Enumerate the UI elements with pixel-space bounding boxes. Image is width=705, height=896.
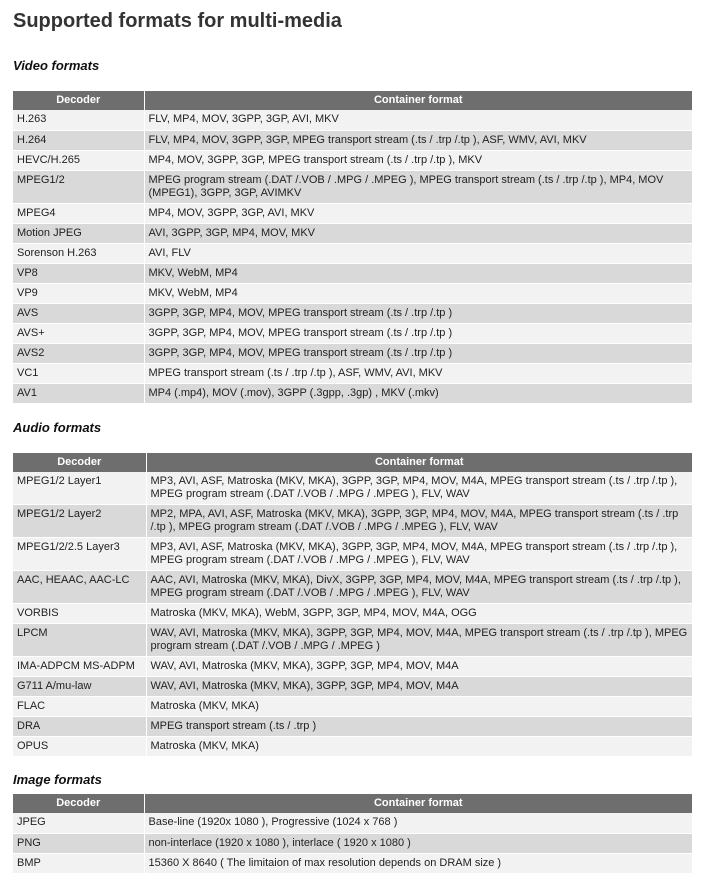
audio-formats-table: [13, 453, 692, 757]
table-row: [13, 203, 692, 223]
container-format-cell: 3GPP, 3GP, MP4, MOV, MPEG transport stream (.ts / .trp /.tp ): [144, 323, 692, 343]
container-format-cell: MP3, AVI, ASF, Matroska (MKV, MKA), 3GPP, 3GP, MP4, MOV, M4A, MPEG transport stream (.ts / .trp /.tp ), MPEG program stream (.DAT /.VOB / .MPG / .MPEG ), FLV, WAV: [146, 472, 692, 505]
decoder-cell: DRA: [13, 717, 146, 737]
container-format-cell: Matroska (MKV, MKA): [146, 737, 692, 757]
page-title: Supported formats for multi-media: [13, 10, 342, 32]
container-column-header: Container format: [144, 794, 692, 813]
image-formats-table: [13, 794, 692, 874]
decoder-cell: JPEG: [13, 813, 144, 833]
decoder-cell: Sorenson H.263: [13, 243, 144, 263]
decoder-cell: AAC, HEAAC, AAC-LC: [13, 571, 146, 604]
decoder-cell: MPEG4: [13, 203, 144, 223]
decoder-cell: FLAC: [13, 697, 146, 717]
decoder-cell: MPEG1/2 Layer1: [13, 472, 146, 505]
decoder-cell: PNG: [13, 833, 144, 853]
table-row: [13, 538, 692, 571]
container-format-cell: WAV, AVI, Matroska (MKV, MKA), 3GPP, 3GP, MP4, MOV, M4A: [146, 677, 692, 697]
decoder-cell: H.263: [13, 110, 144, 130]
container-format-cell: 15360 X 8640 ( The limitaion of max resolution depends on DRAM size ): [144, 853, 692, 873]
table-row: [13, 677, 692, 697]
container-format-cell: Matroska (MKV, MKA), WebM, 3GPP, 3GP, MP4, MOV, M4A, OGG: [146, 604, 692, 624]
image-table-body: [13, 813, 692, 873]
table-row: [13, 604, 692, 624]
table-row: [13, 657, 692, 677]
container-format-cell: MKV, WebM, MP4: [144, 263, 692, 283]
table-row: [13, 697, 692, 717]
decoder-cell: VORBIS: [13, 604, 146, 624]
container-format-cell: non-interlace (1920 x 1080 ), interlace ( 1920 x 1080 ): [144, 833, 692, 853]
container-format-cell: AVI, 3GPP, 3GP, MP4, MOV, MKV: [144, 223, 692, 243]
decoder-cell: BMP: [13, 853, 144, 873]
container-format-cell: MP4, MOV, 3GPP, 3GP, AVI, MKV: [144, 203, 692, 223]
container-format-cell: FLV, MP4, MOV, 3GPP, 3GP, AVI, MKV: [144, 110, 692, 130]
image-formats-heading: Image formats: [13, 772, 102, 787]
container-format-cell: MPEG transport stream (.ts / .trp /.tp ), ASF, WMV, AVI, MKV: [144, 363, 692, 383]
decoder-cell: IMA-ADPCM MS-ADPM: [13, 657, 146, 677]
decoder-column-header: Decoder: [13, 91, 144, 110]
container-format-cell: Matroska (MKV, MKA): [146, 697, 692, 717]
table-row: [13, 383, 692, 403]
container-format-cell: 3GPP, 3GP, MP4, MOV, MPEG transport stream (.ts / .trp /.tp ): [144, 343, 692, 363]
table-row: [13, 223, 692, 243]
decoder-cell: OPUS: [13, 737, 146, 757]
container-format-cell: MPEG program stream (.DAT /.VOB / .MPG / .MPEG ), MPEG transport stream (.ts / .trp /.tp ), MP4, MOV (MPEG1), 3GPP, 3GP, AVIMKV: [144, 170, 692, 203]
table-row: [13, 343, 692, 363]
container-column-header: Container format: [144, 91, 692, 110]
container-column-header: Container format: [146, 453, 692, 472]
container-format-cell: FLV, MP4, MOV, 3GPP, 3GP, MPEG transport stream (.ts / .trp /.tp ), ASF, WMV, AVI, MKV: [144, 130, 692, 150]
table-row: [13, 110, 692, 130]
table-row: [13, 833, 692, 853]
table-row: [13, 150, 692, 170]
decoder-cell: VC1: [13, 363, 144, 383]
decoder-cell: G711 A/mu-law: [13, 677, 146, 697]
decoder-cell: H.264: [13, 130, 144, 150]
decoder-cell: Motion JPEG: [13, 223, 144, 243]
decoder-cell: MPEG1/2: [13, 170, 144, 203]
table-row: [13, 624, 692, 657]
table-row: [13, 737, 692, 757]
container-format-cell: 3GPP, 3GP, MP4, MOV, MPEG transport stream (.ts / .trp /.tp ): [144, 303, 692, 323]
decoder-cell: AVS+: [13, 323, 144, 343]
container-format-cell: AAC, AVI, Matroska (MKV, MKA), DivX, 3GPP, 3GP, MP4, MOV, M4A, MPEG transport stream (.ts / .trp /.tp ), MPEG program stream (.DAT /.VOB / .MPG / .MPEG ), FLV, WAV: [146, 571, 692, 604]
table-row: [13, 130, 692, 150]
container-format-cell: MP4, MOV, 3GPP, 3GP, MPEG transport stream (.ts / .trp /.tp ), MKV: [144, 150, 692, 170]
table-header-row: [13, 794, 692, 813]
video-formats-table: [13, 91, 692, 404]
container-format-cell: Base-line (1920x 1080 ), Progressive (1024 x 768 ): [144, 813, 692, 833]
table-row: [13, 505, 692, 538]
table-row: [13, 243, 692, 263]
container-format-cell: MP3, AVI, ASF, Matroska (MKV, MKA), 3GPP, 3GP, MP4, MOV, M4A, MPEG transport stream (.ts / .trp /.tp ), MPEG program stream (.DAT /.VOB / .MPG / .MPEG ), FLV, WAV: [146, 538, 692, 571]
decoder-cell: MPEG1/2 Layer2: [13, 505, 146, 538]
decoder-cell: AVS2: [13, 343, 144, 363]
table-header-row: [13, 91, 692, 110]
container-format-cell: MPEG transport stream (.ts / .trp ): [146, 717, 692, 737]
decoder-column-header: Decoder: [13, 794, 144, 813]
table-row: [13, 717, 692, 737]
table-row: [13, 170, 692, 203]
decoder-cell: LPCM: [13, 624, 146, 657]
table-row: [13, 853, 692, 873]
container-format-cell: WAV, AVI, Matroska (MKV, MKA), 3GPP, 3GP, MP4, MOV, M4A, MPEG transport stream (.ts / .trp /.tp ), MPEG program stream (.DAT /.VOB / .MPG / .MPEG ): [146, 624, 692, 657]
decoder-column-header: Decoder: [13, 453, 146, 472]
table-row: [13, 813, 692, 833]
container-format-cell: MP2, MPA, AVI, ASF, Matroska (MKV, MKA), 3GPP, 3GP, MP4, MOV, M4A, MPEG transport stream (.ts / .trp /.tp ), MPEG program stream (.DAT /.VOB / .MPG / .MPEG ), FLV, WAV: [146, 505, 692, 538]
container-format-cell: WAV, AVI, Matroska (MKV, MKA), 3GPP, 3GP, MP4, MOV, M4A: [146, 657, 692, 677]
table-row: [13, 303, 692, 323]
decoder-cell: AVS: [13, 303, 144, 323]
table-row: [13, 263, 692, 283]
decoder-cell: AV1: [13, 383, 144, 403]
container-format-cell: AVI, FLV: [144, 243, 692, 263]
table-row: [13, 283, 692, 303]
decoder-cell: HEVC/H.265: [13, 150, 144, 170]
decoder-cell: VP8: [13, 263, 144, 283]
audio-table-body: [13, 472, 692, 757]
table-row: [13, 363, 692, 383]
table-row: [13, 323, 692, 343]
decoder-cell: VP9: [13, 283, 144, 303]
table-header-row: [13, 453, 692, 472]
container-format-cell: MP4 (.mp4), MOV (.mov), 3GPP (.3gpp, .3gp) , MKV (.mkv): [144, 383, 692, 403]
video-table-body: [13, 110, 692, 403]
container-format-cell: MKV, WebM, MP4: [144, 283, 692, 303]
audio-formats-heading: Audio formats: [13, 420, 102, 435]
decoder-cell: MPEG1/2/2.5 Layer3: [13, 538, 146, 571]
table-row: [13, 571, 692, 604]
table-row: [13, 472, 692, 505]
video-formats-heading: Video formats: [13, 58, 100, 73]
